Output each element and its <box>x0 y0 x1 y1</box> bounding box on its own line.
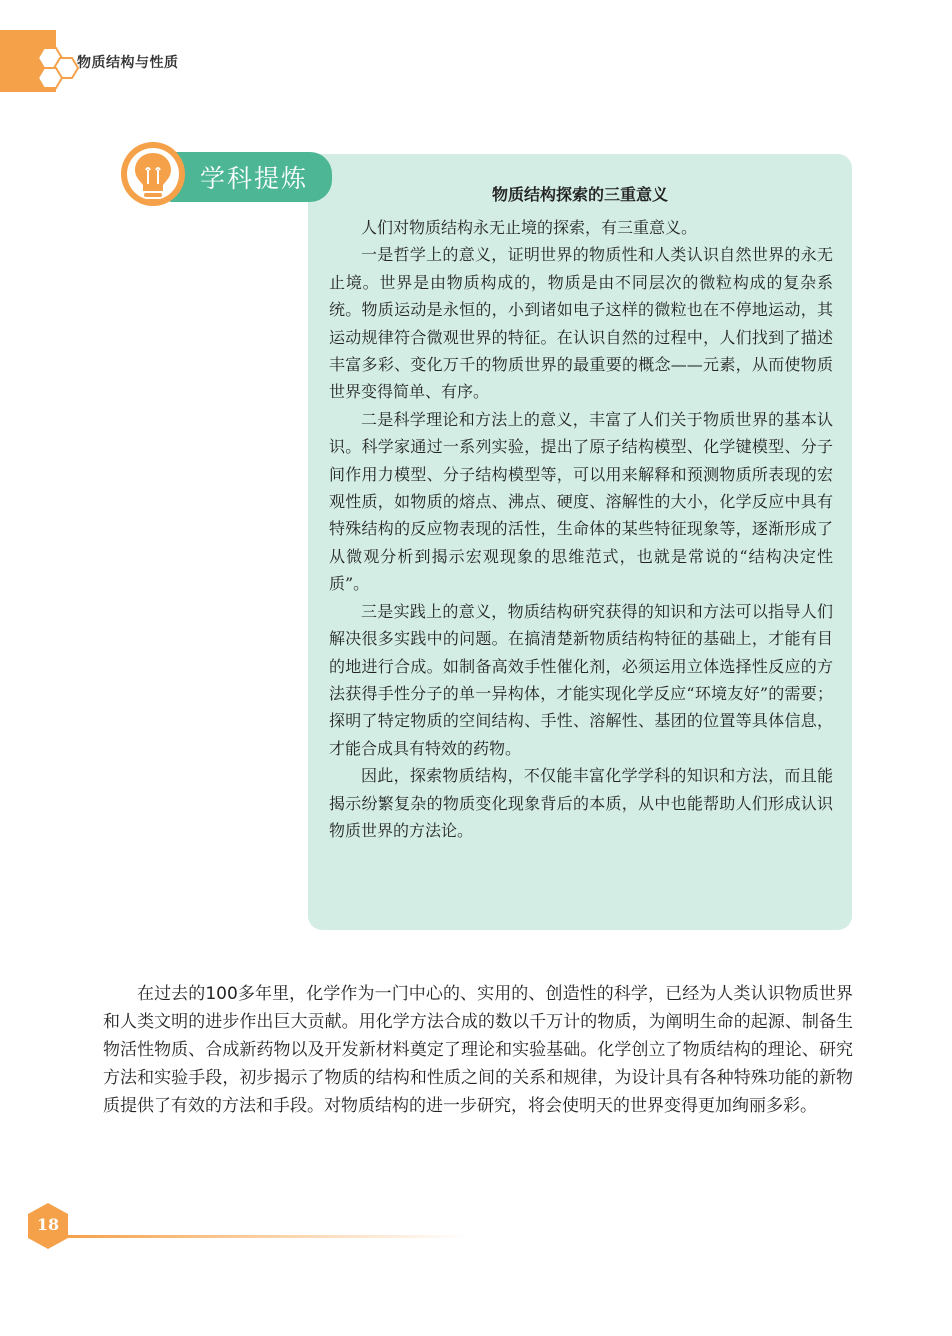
page-number: 18 <box>36 1215 60 1234</box>
panel-title: 物质结构探索的三重意义 <box>491 185 668 204</box>
main-text <box>103 980 853 1120</box>
book-title: 物质结构与性质 <box>77 55 179 71</box>
section-label: 学科提炼 <box>200 164 309 193</box>
panel-body <box>329 214 833 844</box>
panel-paragraph: 一是哲学上的意义，证明世界的物质性和人类认识自然世界的永无止境。世界是由物质构成的，物质是由不同层次的微粒构成的复杂系统。物质运动是永恒的，小到诸如电子这样的微粒也在不停地运动，其运动规律符合微观世界的特征。在认识自然的过程中，人们找到了描述丰富多彩、变化万千的物质世界的最重要的概念——元素，从而使物质世界变得简单、有序。 <box>329 245 833 402</box>
panel-paragraph: 因此，探索物质结构，不仅能丰富化学学科的知识和方法，而且能揭示纷繁复杂的物质变化现象背后的本质，从中也能帮助人们形成认识物质世界的方法论。 <box>329 766 833 840</box>
panel-paragraph: 三是实践上的意义，物质结构研究获得的知识和方法可以指导人们解决很多实践中的问题。在搞清楚新物质结构特征的基础上，才能有目的地进行合成。如制备高效手性催化剂，必须运用立体选择性反应的方法获得手性分子的单一异构体，才能实现化学反应“环境友好”的需要；探明了特定物质的空间结构、手性、溶解性、基团的位置等具体信息，才能合成具有特效的药物。 <box>329 601 833 758</box>
panel-paragraph: 二是科学理论和方法上的意义，丰富了人们关于物质世界的基本认识。科学家通过一系列实验，提出了原子结构模型、化学键模型、分子间作用力模型、分子结构模型等，可以用来解释和预测物质所表现的宏观性质，如物质的熔点、沸点、硬度、溶解性的大小，化学反应中具有特殊结构的反应物表现的活性，生命体的某些特征现象等，逐渐形成了从微观分析到揭示宏观现象的思维范式，也就是常说的“结构决定性质”。 <box>329 409 833 594</box>
footer-rule <box>68 1235 468 1238</box>
main-paragraph: 在过去的100多年里，化学作为一门中心的、实用的、创造性的科学，已经为人类认识物质世界和人类文明的进步作出巨大贡献。用化学方法合成的数以千万计的物质，为阐明生命的起源、制备生物活性物质、合成新药物以及开发新材料奠定了理论和实验基础。化学创立了物质结构的理论、研究方法和实验手段，初步揭示了物质的结构和性质之间的关系和规律，为设计具有各种特殊功能的新物质提供了有效的方法和手段。对物质结构的进一步研究，将会使明天的世界变得更加绚丽多彩。 <box>103 984 853 1116</box>
panel-paragraph: 人们对物质结构永无止境的探索，有三重意义。 <box>361 218 698 237</box>
hexagon-logo-icon <box>30 46 80 92</box>
lightbulb-icon <box>118 140 188 218</box>
